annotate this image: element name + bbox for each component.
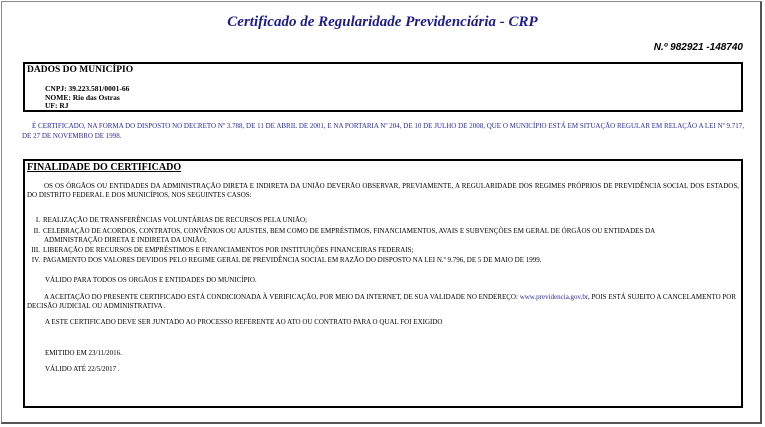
finalidade-intro: OS OS ÓRGÃOS OU ENTIDADES DA ADMINISTRAÇÃO DIRETA E INDIRETA DA UNIÃO DEVERÃO OBSERVAR, PREVIAMENTE, A REGULARIDADE DOS REGIMES PRÓPRIOS DE PREVIDÊNCIA SOCIAL DOS ESTADOS, DO DISTRITO FEDERAL E DOS MUNICÍPIOS, NOS SEGUINTES CASOS: — [27, 182, 739, 199]
page-title: Certificado de Regularidade Previdenciária - CRP — [227, 14, 538, 30]
cnpj-line: CNPJ: 39.223.581/0001-66 — [45, 84, 130, 93]
item-text: REALIZAÇÃO DE TRANSFERÊNCIAS VOLUNTÁRIAS DE RECURSOS PELA UNIÃO; — [43, 216, 308, 224]
list-item — [31, 246, 737, 255]
item-text-continuation: ADMINISTRAÇÃO DIRETA E INDIRETA DA UNIÃO; — [44, 235, 207, 244]
item-text: CELEBRAÇÃO DE ACORDOS, CONTRATOS, CONVÊNIOS OU AJUSTES, BEM COMO DE EMPRÉSTIMOS, FINANCIAMENTOS, AVAIS E SUBVENÇÕES EM GERAL DE ÓRGÃOS OU ENTIDADES DA — [43, 227, 656, 235]
item-text: PAGAMENTO DOS VALORES DEVIDOS PELO REGIME GERAL DE PREVIDÊNCIA SOCIAL EM RAZÃO DO DISPOSTO NA LEI N.º 9.796, DE 5 DE MAIO DE 1999. — [43, 256, 542, 264]
uf-line: UF: RJ — [45, 101, 69, 110]
item-number: I. — [35, 216, 40, 224]
valid-all-statement: VÁLIDO PARA TODOS OS ORGÃOS E ENTIDADES DO MUNICÍPIO. — [45, 276, 257, 284]
acceptance-statement — [27, 293, 739, 310]
item-number: II. — [33, 227, 40, 235]
municipio-box — [23, 62, 743, 112]
item-number: IV. — [31, 256, 40, 264]
finalidade-box — [23, 159, 743, 408]
list-item — [31, 216, 737, 225]
list-item — [31, 256, 737, 265]
emitido-date: EMITIDO EM 23/11/2016. — [45, 349, 122, 357]
certificate-number: N.º 982921 -148740 — [653, 42, 743, 53]
municipio-heading: DADOS DO MUNICÍPIO — [27, 65, 134, 75]
certification-statement: É CERTIFICADO, NA FORMA DO DISPOSTO NO DECRETO Nº 3.788, DE 11 DE ABRIL DE 2001, E NA PORTARIA Nº 204, DE 10 DE JULHO DE 2008, QUE O MUNICÍPIO ESTÁ EM SITUAÇÃO REGULAR EM RELAÇÃO A LEI Nº 9.717, DE 27 DE NOVEMBRO DE 1998. — [22, 122, 744, 140]
item-text: LIBERAÇÃO DE RECURSOS DE EMPRÉSTIMOS E FINANCIAMENTOS POR INSTITUIÇÕES FINANCEIRAS FEDERAIS; — [43, 246, 414, 254]
list-item — [31, 227, 737, 244]
acceptance-text-b: , POIS ESTÁ SUJEITO A CANCELAMENTO POR DECISÃO JUDICIAL OU ADMINISTRATIVA . — [27, 293, 737, 310]
municipio-details — [45, 85, 129, 111]
valido-ate-date: VÁLIDO ATÉ 22/5/2017 . — [45, 365, 120, 373]
nome-line: NOME: Rio das Ostras — [45, 92, 120, 102]
item-number: III. — [31, 246, 40, 254]
acceptance-text-a: A ACEITAÇÃO DO PRESENTE CERTIFICADO ESTÁ CONDICIONADA À VERIFICAÇÃO, POR MEIO DA INTERNET, DE SUA VALIDADE NO ENDEREÇO: — [44, 293, 518, 301]
previdencia-link[interactable]: www.previdencia.gov.br — [519, 293, 588, 301]
attach-statement: A ESTE CERTIFICADO DEVE SER JUNTADO AO PROCESSO REFERENTE AO ATO OU CONTRATO PARA O QUAL FOI EXIGIDO — [45, 318, 443, 326]
finalidade-heading: FINALIDADE DO CERTIFICADO — [27, 162, 182, 173]
